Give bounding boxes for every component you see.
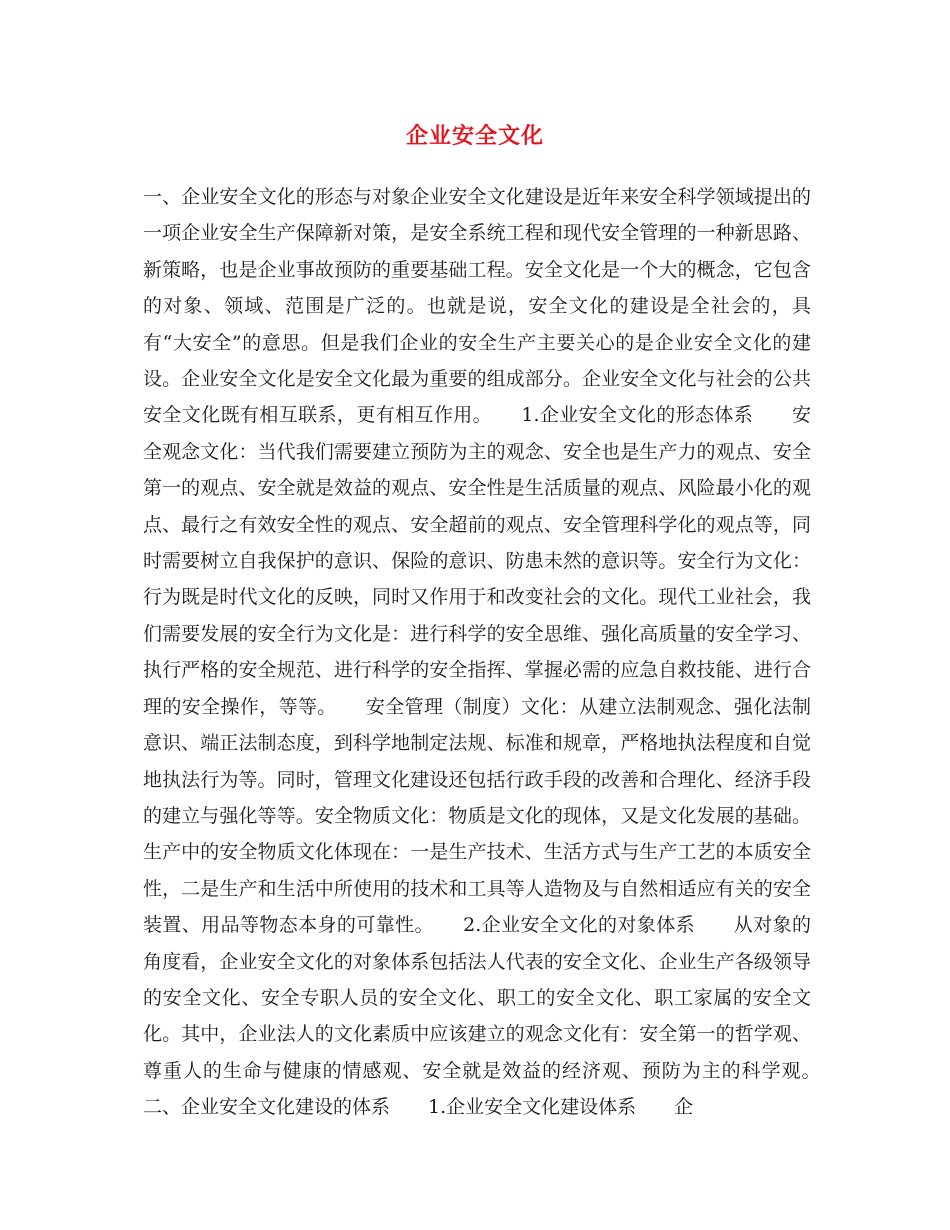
document-title: 企业安全文化 (405, 123, 544, 149)
document-body: 一、企业安全文化的形态与对象企业安全文化建设是近年来安全科学领域提出的一项企业安全生产保障新对策，是安全系统工程和现代安全管理的一种新思路、新策略，也是企业事故预防的重要基础工程。安全文化是一个大的概念，它包含的对象、领域、范围是广泛的。也就是说，安全文化的建设是全社会的，具有“大安全”的意思。但是我们企业的安全生产主要关心的是企业安全文化的建设。企业安全文化是安全文化最为重要的组成部分。企业安全文化与社会的公共安全文化既有相互联系，更有相互作用。 1.企业安全文化的形态体系 安全观念文化：当代我们需要建立预防为主的观念、安全也是生产力的观点、安全第一的观点、安全就是效益的观点、安全性是生活质量的观点、风险最小化的观点、最行之有效安全性的观点、安全超前的观点、安全管理科学化的观点等，同时需要树立自我保护的意识、保险的意识、防患未然的意识等。安全行为文化：行为既是时代文化的反映，同时又作用于和改变社会的文化。现代工业社会，我们需要发展的安全行为文化是：进行科学的安全思维、强化高质量的安全学习、执行严格的安全规范、进行科学的安全指挥、掌握必需的应急自救技能、进行合理的安全操作，等等。 安全管理（制度）文化：从建立法制观念、强化法制意识、端正法制态度，到科学地制定法规、标准和规章，严格地执法程度和自觉地执法行为等。同时，管理文化建设还包括行政手段的改善和合理化、经济手段的建立与强化等等。安全物质文化：物质是文化的现体，又是文化发展的基础。生产中的安全物质文化体现在：一是生产技术、生活方式与生产工艺的本质安全性，二是生产和生活中所使用的技术和工具等人造物及与自然相适应有关的安全装置、用品等物态本身的可靠性。 2.企业安全文化的对象体系 从对象的角度看，企业安全文化的对象体系包括法人代表的安全文化、企业生产各级领导的安全文化、安全专职人员的安全文化、职工的安全文化、职工家属的安全文化。其中，企业法人的文化素质中应该建立的观念文化有：安全第一的哲学观、尊重人的生命与健康的情感观、安全就是效益的经济观、预防为主的科学观。 二、企业安全文化建设的体系 1.企业安全文化建设体系 企 (143, 186, 850, 1119)
